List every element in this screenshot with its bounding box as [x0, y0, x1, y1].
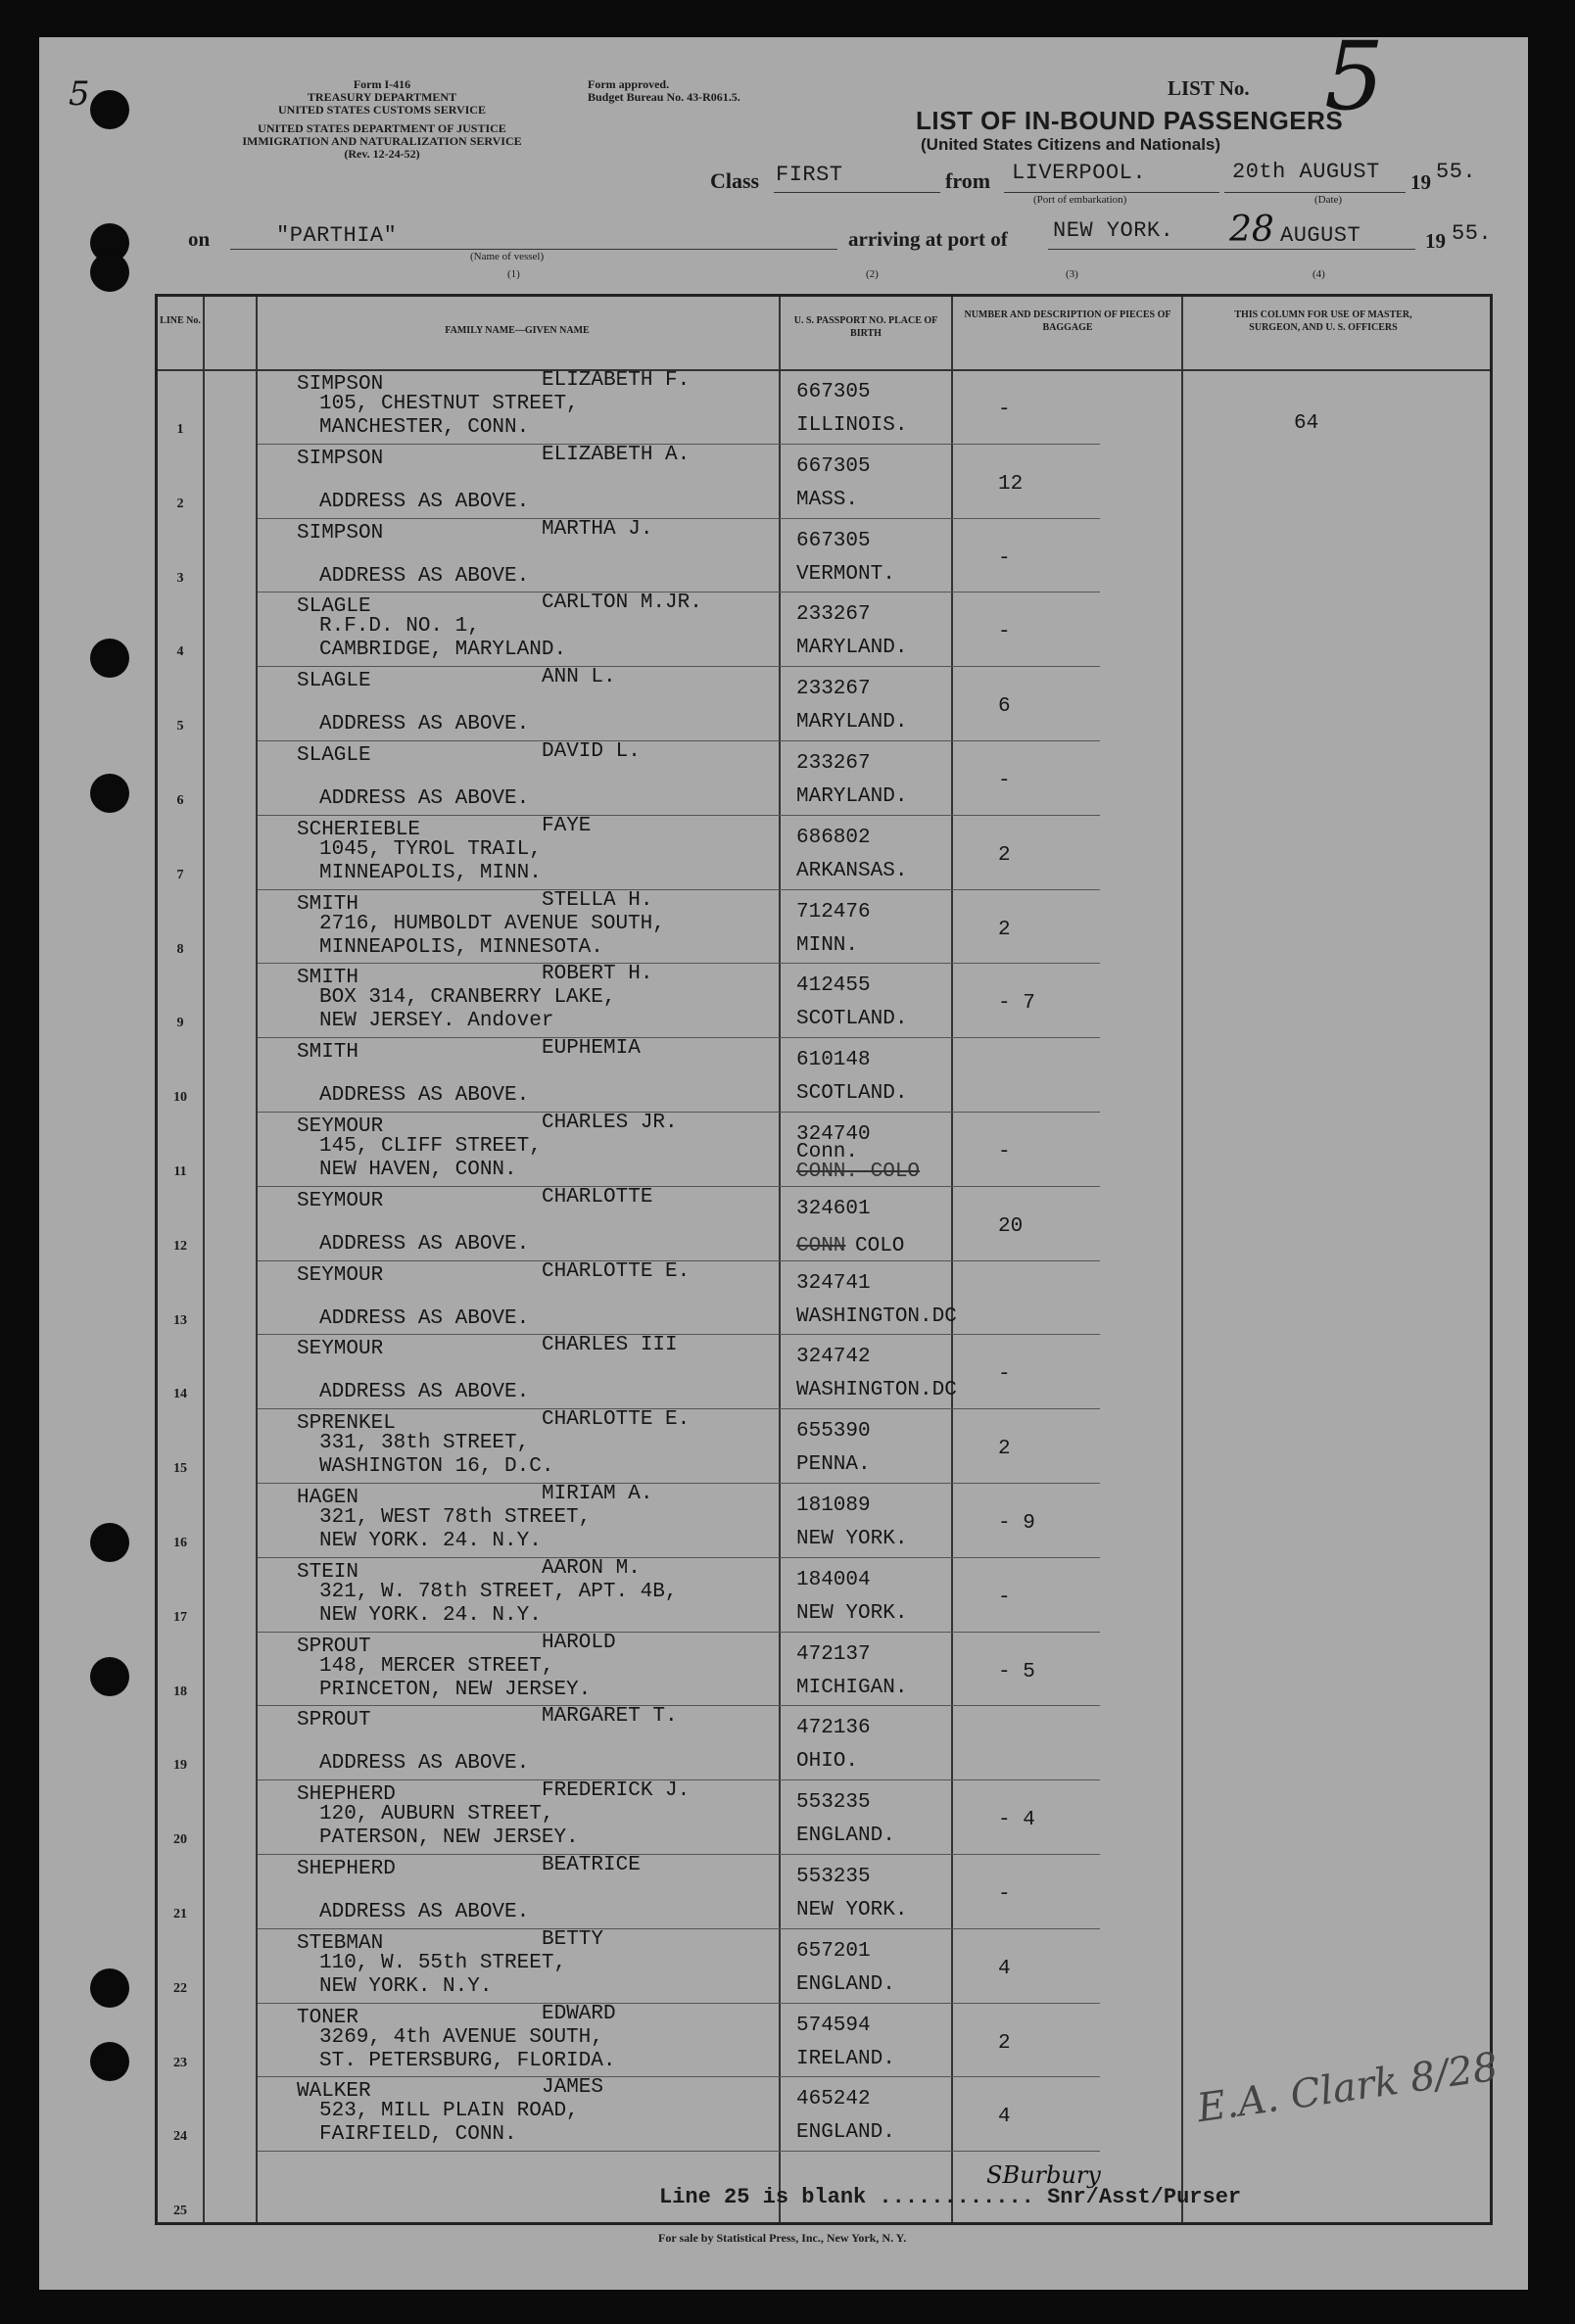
date-underline — [1224, 192, 1406, 193]
arrival-day: 28 — [1229, 210, 1274, 250]
purser-signature: SBurbury — [986, 2161, 1101, 2189]
row-divider — [258, 518, 1100, 519]
address-line-1: 2716, HUMBOLDT AVENUE SOUTH, — [319, 912, 665, 935]
treasury-label: TREASURY DEPARTMENT — [307, 90, 457, 104]
passport-number: 667305 — [796, 454, 871, 478]
address-line-2: FAIRFIELD, CONN. — [319, 2123, 517, 2147]
baggage-count: - 4 — [998, 1809, 1035, 1832]
birthplace: PENNA. — [796, 1453, 871, 1477]
punch-hole — [90, 2042, 129, 2081]
line-number: 4 — [176, 644, 184, 660]
given-name: BEATRICE — [542, 1854, 641, 1876]
passport-number: 472137 — [796, 1642, 871, 1666]
baggage-count: - — [998, 399, 1011, 421]
row-divider — [258, 1632, 1100, 1633]
line-number: 20 — [173, 1832, 187, 1848]
vessel-underline — [230, 249, 837, 250]
revision-label: (Rev. 12-24-52) — [344, 147, 420, 161]
passport-number: 655390 — [796, 1420, 871, 1444]
family-name: SLAGLE — [297, 744, 371, 767]
given-name: FAYE — [542, 814, 592, 837]
birthplace: MICHIGAN. — [796, 1676, 908, 1699]
baggage-count: 2 — [998, 918, 1011, 941]
birthplace: NEW YORK. — [796, 1528, 908, 1550]
baggage-count: - 7 — [998, 992, 1035, 1016]
address-line-2: PRINCETON, NEW JERSEY. — [319, 1678, 592, 1701]
form-id-block — [196, 78, 568, 161]
address-line-2: ADDRESS AS ABOVE. — [319, 1381, 530, 1404]
address-line-2: CAMBRIDGE, MARYLAND. — [319, 639, 567, 662]
row-divider — [258, 963, 1100, 964]
birthplace: OHIO. — [796, 1750, 859, 1774]
passport-number: 233267 — [796, 678, 871, 701]
line-number: 8 — [176, 941, 184, 957]
family-name: SEYMOUR — [297, 1338, 384, 1361]
given-name: CHARLOTTE — [542, 1185, 653, 1209]
budget-bureau: Budget Bureau No. 43-R061.5. — [588, 90, 740, 104]
row-divider — [258, 1557, 1100, 1558]
birthplace: MASS. — [796, 488, 859, 511]
line-number: 25 — [173, 2204, 187, 2219]
address-line-1: 145, CLIFF STREET, — [319, 1135, 542, 1158]
passport-number: 324740 — [796, 1123, 871, 1146]
given-name: STELLA H. — [542, 888, 653, 912]
class-underline — [774, 192, 940, 193]
address-line-2: ADDRESS AS ABOVE. — [319, 1232, 530, 1256]
baggage-count: 12 — [998, 472, 1024, 496]
col-header-name: FAMILY NAME—GIVEN NAME — [445, 325, 590, 336]
arriving-label: arriving at port of — [848, 227, 1008, 251]
port-embark-caption: (Port of embarkation) — [1033, 194, 1127, 206]
family-name: SPROUT — [297, 1635, 371, 1658]
address-line-2: NEW YORK. 24. N.Y. — [319, 1530, 542, 1552]
line-number: 9 — [176, 1016, 184, 1031]
birthplace: NEW YORK. — [796, 1899, 908, 1921]
row-divider — [258, 2076, 1100, 2077]
row-divider — [258, 2151, 1100, 2152]
given-name: MARTHA J. — [542, 517, 653, 541]
year-value: 55. — [1436, 160, 1477, 184]
punch-hole — [90, 253, 129, 292]
line-number: 18 — [173, 1684, 187, 1699]
line-number: 3 — [176, 570, 184, 586]
birthplace: ENGLAND. — [796, 2121, 895, 2145]
address-line-2: PATERSON, NEW JERSEY. — [319, 1826, 579, 1850]
address-line-2: ADDRESS AS ABOVE. — [319, 1901, 530, 1923]
page-title: LIST OF IN-BOUND PASSENGERS — [916, 106, 1344, 135]
punch-hole — [90, 1523, 129, 1562]
row-divider — [258, 1705, 1100, 1706]
given-name: CHARLOTTE E. — [542, 1259, 691, 1283]
family-name: HAGEN — [297, 1487, 359, 1509]
address-line-1: 3269, 4th AVENUE SOUTH, — [319, 2025, 603, 2049]
approval-block — [588, 78, 740, 104]
baggage-count: 2 — [998, 2031, 1011, 2055]
line-number: 24 — [173, 2129, 187, 2145]
baggage-count: - 9 — [998, 1512, 1035, 1535]
row-divider — [258, 666, 1100, 667]
family-name: STEIN — [297, 1560, 359, 1584]
passport-number: 686802 — [796, 826, 871, 849]
address-line-1: 120, AUBURN STREET, — [319, 1803, 554, 1826]
birthplace: MARYLAND. — [796, 711, 908, 735]
baggage-count: - — [998, 770, 1011, 792]
list-no-label: LIST No. — [1168, 76, 1250, 100]
line-number: 16 — [173, 1536, 187, 1550]
address-line-2: ADDRESS AS ABOVE. — [319, 1752, 530, 1776]
family-name: SMITH — [297, 967, 359, 990]
given-name: CHARLES III — [542, 1334, 678, 1357]
address-line-1: 110, W. 55th STREET, — [319, 1951, 567, 1974]
address-line-2: WASHINGTON 16, D.C. — [319, 1455, 554, 1479]
birthplace: SCOTLAND. — [796, 1082, 908, 1106]
arrival-date-underline — [1278, 249, 1415, 250]
col-header-passport: U. S. PASSPORT NO. PLACE OF BIRTH — [793, 315, 938, 339]
birthplace-struck: CONN. COLO — [796, 1161, 921, 1183]
class-value: FIRST — [776, 163, 843, 187]
row-divider — [258, 1186, 1100, 1187]
family-name: SHEPHERD — [297, 1783, 396, 1807]
address-line-1: BOX 314, CRANBERRY LAKE, — [319, 986, 616, 1010]
birthplace: MARYLAND. — [796, 785, 908, 808]
address-line-2: MINNEAPOLIS, MINNESOTA. — [319, 935, 603, 959]
birthplace: ENGLAND. — [796, 1825, 895, 1848]
address-line-2: MINNEAPOLIS, MINN. — [319, 861, 542, 884]
punch-hole — [90, 1657, 129, 1696]
line-number: 22 — [173, 1980, 187, 1996]
printer-note: For sale by Statistical Press, Inc., New York, N. Y. — [658, 2231, 907, 2245]
address-line-2: ADDRESS AS ABOVE. — [319, 713, 530, 736]
col-cap-4: (4) — [1312, 268, 1325, 280]
given-name: ANN L. — [542, 666, 616, 689]
birthplace: MARYLAND. — [796, 637, 908, 660]
baggage-count: 4 — [998, 1957, 1011, 1980]
address-line-1: 523, MILL PLAIN ROAD, — [319, 2100, 579, 2123]
row-divider — [258, 1483, 1100, 1484]
given-name: FREDERICK J. — [542, 1779, 691, 1803]
address-line-2: MANCHESTER, CONN. — [319, 416, 530, 439]
family-name: SLAGLE — [297, 670, 371, 693]
baggage-count: 6 — [998, 695, 1011, 719]
baggage-count: - — [998, 1141, 1011, 1163]
given-name: CHARLES JR. — [542, 1112, 678, 1134]
date-caption: (Date) — [1314, 194, 1343, 206]
address-line-2: ADDRESS AS ABOVE. — [319, 564, 530, 588]
family-name: SMITH — [297, 1041, 359, 1065]
line-number: 5 — [176, 719, 184, 735]
birthplace: WASHINGTON.DC — [796, 1379, 957, 1402]
passport-number: 324742 — [796, 1346, 871, 1369]
family-name: SEYMOUR — [297, 1115, 384, 1138]
address-line-2: NEW HAVEN, CONN. — [319, 1159, 517, 1181]
family-name: SEYMOUR — [297, 1263, 384, 1287]
line-number: 10 — [173, 1090, 187, 1106]
passport-number: 324601 — [796, 1197, 871, 1220]
row-divider — [258, 1112, 1100, 1113]
baggage-count: - — [998, 621, 1011, 644]
passport-number: 657201 — [796, 1939, 871, 1963]
family-name: SCHERIEBLE — [297, 818, 421, 841]
address-line-1: 148, MERCER STREET, — [319, 1654, 554, 1678]
baggage-count: 2 — [998, 843, 1011, 867]
baggage-count: 20 — [998, 1214, 1024, 1238]
col-header-officers: THIS COLUMN FOR USE OF MASTER, SURGEON, AND U. S. OFFICERS — [1234, 309, 1412, 333]
given-name: ELIZABETH F. — [542, 369, 691, 392]
address-line-1: 321, WEST 78th STREET, — [319, 1506, 592, 1529]
from-underline — [1004, 192, 1219, 193]
arrival-port: NEW YORK. — [1053, 218, 1174, 243]
address-line-2: NEW YORK. N.Y. — [319, 1974, 493, 1998]
passport-number: 412455 — [796, 974, 871, 998]
punch-hole — [90, 774, 129, 813]
birthplace: Conn. — [796, 1141, 859, 1163]
family-name: SPROUT — [297, 1709, 371, 1732]
baggage-count: 4 — [998, 2106, 1011, 2129]
address-line-2: ST. PETERSBURG, FLORIDA. — [319, 2049, 616, 2072]
baggage-count: - — [998, 546, 1011, 570]
family-name: TONER — [297, 2006, 359, 2029]
address-line-2: NEW JERSEY. Andover — [319, 1010, 554, 1033]
row-divider — [258, 1037, 1100, 1038]
birthplace: SCOTLAND. — [796, 1008, 908, 1031]
passport-number: 712476 — [796, 900, 871, 924]
family-name: SHEPHERD — [297, 1858, 396, 1880]
family-name: STEBMAN — [297, 1931, 384, 1955]
birthplace: ARKANSAS. — [796, 859, 908, 882]
family-name: SIMPSON — [297, 447, 384, 470]
given-name: EDWARD — [542, 2002, 616, 2025]
family-name: SEYMOUR — [297, 1189, 384, 1212]
given-name: BETTY — [542, 1927, 604, 1951]
address-line-2: NEW YORK. 24. N.Y. — [319, 1603, 542, 1627]
line-number: 17 — [173, 1609, 187, 1625]
family-name: SIMPSON — [297, 373, 384, 396]
vessel-value: "PARTHIA" — [276, 223, 398, 248]
given-name: DAVID L. — [542, 740, 641, 763]
passport-number: 465242 — [796, 2088, 871, 2111]
row-divider — [258, 1928, 1100, 1929]
class-label: Class — [710, 168, 760, 193]
arrival-year: 55. — [1452, 221, 1493, 246]
address-line-2: ADDRESS AS ABOVE. — [319, 1084, 530, 1108]
address-line-1: R.F.D. NO. 1, — [319, 615, 480, 639]
line-number: 15 — [173, 1461, 187, 1477]
on-label: on — [188, 227, 211, 251]
col-header-baggage: NUMBER AND DESCRIPTION OF PIECES OF BAGGAGE — [964, 309, 1171, 333]
justice-label: UNITED STATES DEPARTMENT OF JUSTICE — [258, 121, 506, 135]
officer-signature: E.A. Clark 8/28 — [1194, 2044, 1502, 2132]
given-name: HAROLD — [542, 1631, 616, 1654]
from-value: LIVERPOOL. — [1012, 161, 1147, 185]
address-line-1: 1045, TYROL TRAIL, — [319, 837, 542, 861]
baggage-count: - 5 — [998, 1660, 1035, 1684]
row-divider — [258, 1854, 1100, 1855]
baggage-count: - — [998, 1883, 1011, 1906]
birthplace: NEW YORK. — [796, 1601, 908, 1625]
col-cap-2: (2) — [866, 268, 879, 280]
given-name: CHARLOTTE E. — [542, 1408, 691, 1432]
birthplace: MINN. — [796, 933, 859, 957]
address-line-2: ADDRESS AS ABOVE. — [319, 490, 530, 513]
baggage-count: 2 — [998, 1438, 1011, 1461]
birthplace: ILLINOIS. — [796, 414, 908, 437]
row-divider — [258, 2003, 1100, 2004]
line-number: 7 — [176, 867, 184, 882]
officer-note: 64 — [1294, 412, 1319, 435]
family-name: SMITH — [297, 892, 359, 916]
corner-mark: 5 — [69, 74, 90, 114]
customs-label: UNITED STATES CUSTOMS SERVICE — [278, 103, 486, 117]
list-no-value: 5 — [1324, 22, 1385, 131]
birthplace-struck: CONN — [796, 1234, 846, 1257]
given-name: JAMES — [542, 2076, 604, 2100]
address-line-1: 331, 38th STREET, — [319, 1432, 530, 1455]
form-approved: Form approved. — [588, 77, 670, 91]
date-value: 20th AUGUST — [1232, 160, 1380, 184]
line-number: 13 — [173, 1312, 187, 1328]
arrival-year-prefix: 19 — [1425, 229, 1446, 253]
baggage-count: - — [998, 1586, 1011, 1609]
col-header-line-no: LINE No. — [160, 315, 201, 326]
given-name: MARGARET T. — [542, 1705, 678, 1729]
address-line-1: 321, W. 78th STREET, APT. 4B, — [319, 1580, 678, 1603]
row-divider — [258, 740, 1100, 741]
passport-number: 667305 — [796, 381, 871, 403]
line-number: 21 — [173, 1907, 187, 1921]
given-name: EUPHEMIA — [542, 1037, 641, 1061]
family-name: WALKER — [297, 2080, 371, 2104]
row-divider — [258, 889, 1100, 890]
form-number: Form I-416 — [353, 77, 411, 91]
passenger-table — [155, 294, 1502, 2225]
year-prefix: 19 — [1410, 170, 1431, 194]
punch-hole — [90, 90, 129, 129]
birthplace: WASHINGTON.DC — [796, 1304, 957, 1328]
birthplace: VERMONT. — [796, 562, 895, 586]
line-number: 14 — [173, 1387, 187, 1402]
footer-line: Line 25 is blank ............ Snr/Asst/Purser — [659, 2185, 1242, 2209]
family-name: SIMPSON — [297, 521, 384, 545]
passport-number: 553235 — [796, 1791, 871, 1815]
passport-number: 324741 — [796, 1271, 871, 1295]
passport-number: 184004 — [796, 1568, 871, 1591]
from-label: from — [945, 168, 991, 193]
given-name: AARON M. — [542, 1556, 641, 1580]
birthplace: COLO — [855, 1234, 905, 1257]
address-line-1: 105, CHESTNUT STREET, — [319, 393, 579, 415]
line-number: 12 — [173, 1238, 187, 1254]
col-divider — [203, 297, 205, 2222]
col-cap-3: (3) — [1066, 268, 1078, 280]
col-cap-1: (1) — [507, 268, 520, 280]
header-divider — [158, 369, 1490, 371]
birthplace: IRELAND. — [796, 2047, 895, 2070]
address-line-2: ADDRESS AS ABOVE. — [319, 1306, 530, 1330]
given-name: MIRIAM A. — [542, 1483, 653, 1505]
line-number: 19 — [173, 1758, 187, 1774]
passport-number: 667305 — [796, 529, 871, 552]
birthplace: ENGLAND. — [796, 1972, 895, 1996]
passport-number: 233267 — [796, 603, 871, 627]
arrival-month: AUGUST — [1280, 223, 1361, 248]
passport-number: 181089 — [796, 1494, 871, 1517]
line-number: 1 — [176, 422, 184, 437]
passport-number: 233267 — [796, 752, 871, 775]
ins-label: IMMIGRATION AND NATURALIZATION SERVICE — [242, 134, 522, 148]
passport-number: 610148 — [796, 1049, 871, 1072]
row-divider — [258, 815, 1100, 816]
line-number: 6 — [176, 793, 184, 808]
baggage-count: - — [998, 1363, 1011, 1387]
line-number: 23 — [173, 2055, 187, 2070]
passport-number: 574594 — [796, 2014, 871, 2037]
given-name: CARLTON M.JR. — [542, 592, 702, 615]
vessel-caption: (Name of vessel) — [470, 251, 545, 262]
passport-number: 553235 — [796, 1866, 871, 1888]
given-name: ELIZABETH A. — [542, 443, 691, 466]
address-line-2: ADDRESS AS ABOVE. — [319, 787, 530, 810]
family-name: SPRENKEL — [297, 1412, 396, 1436]
line-number: 2 — [176, 496, 184, 511]
col-divider — [1181, 297, 1183, 2222]
line-number: 11 — [173, 1164, 187, 1179]
punch-hole — [90, 1968, 129, 2008]
punch-hole — [90, 639, 129, 678]
passport-number: 472136 — [796, 1717, 871, 1740]
family-name: SLAGLE — [297, 595, 371, 619]
row-divider — [258, 1334, 1100, 1335]
given-name: ROBERT H. — [542, 963, 653, 986]
page-subtitle: (United States Citizens and Nationals) — [921, 135, 1221, 154]
